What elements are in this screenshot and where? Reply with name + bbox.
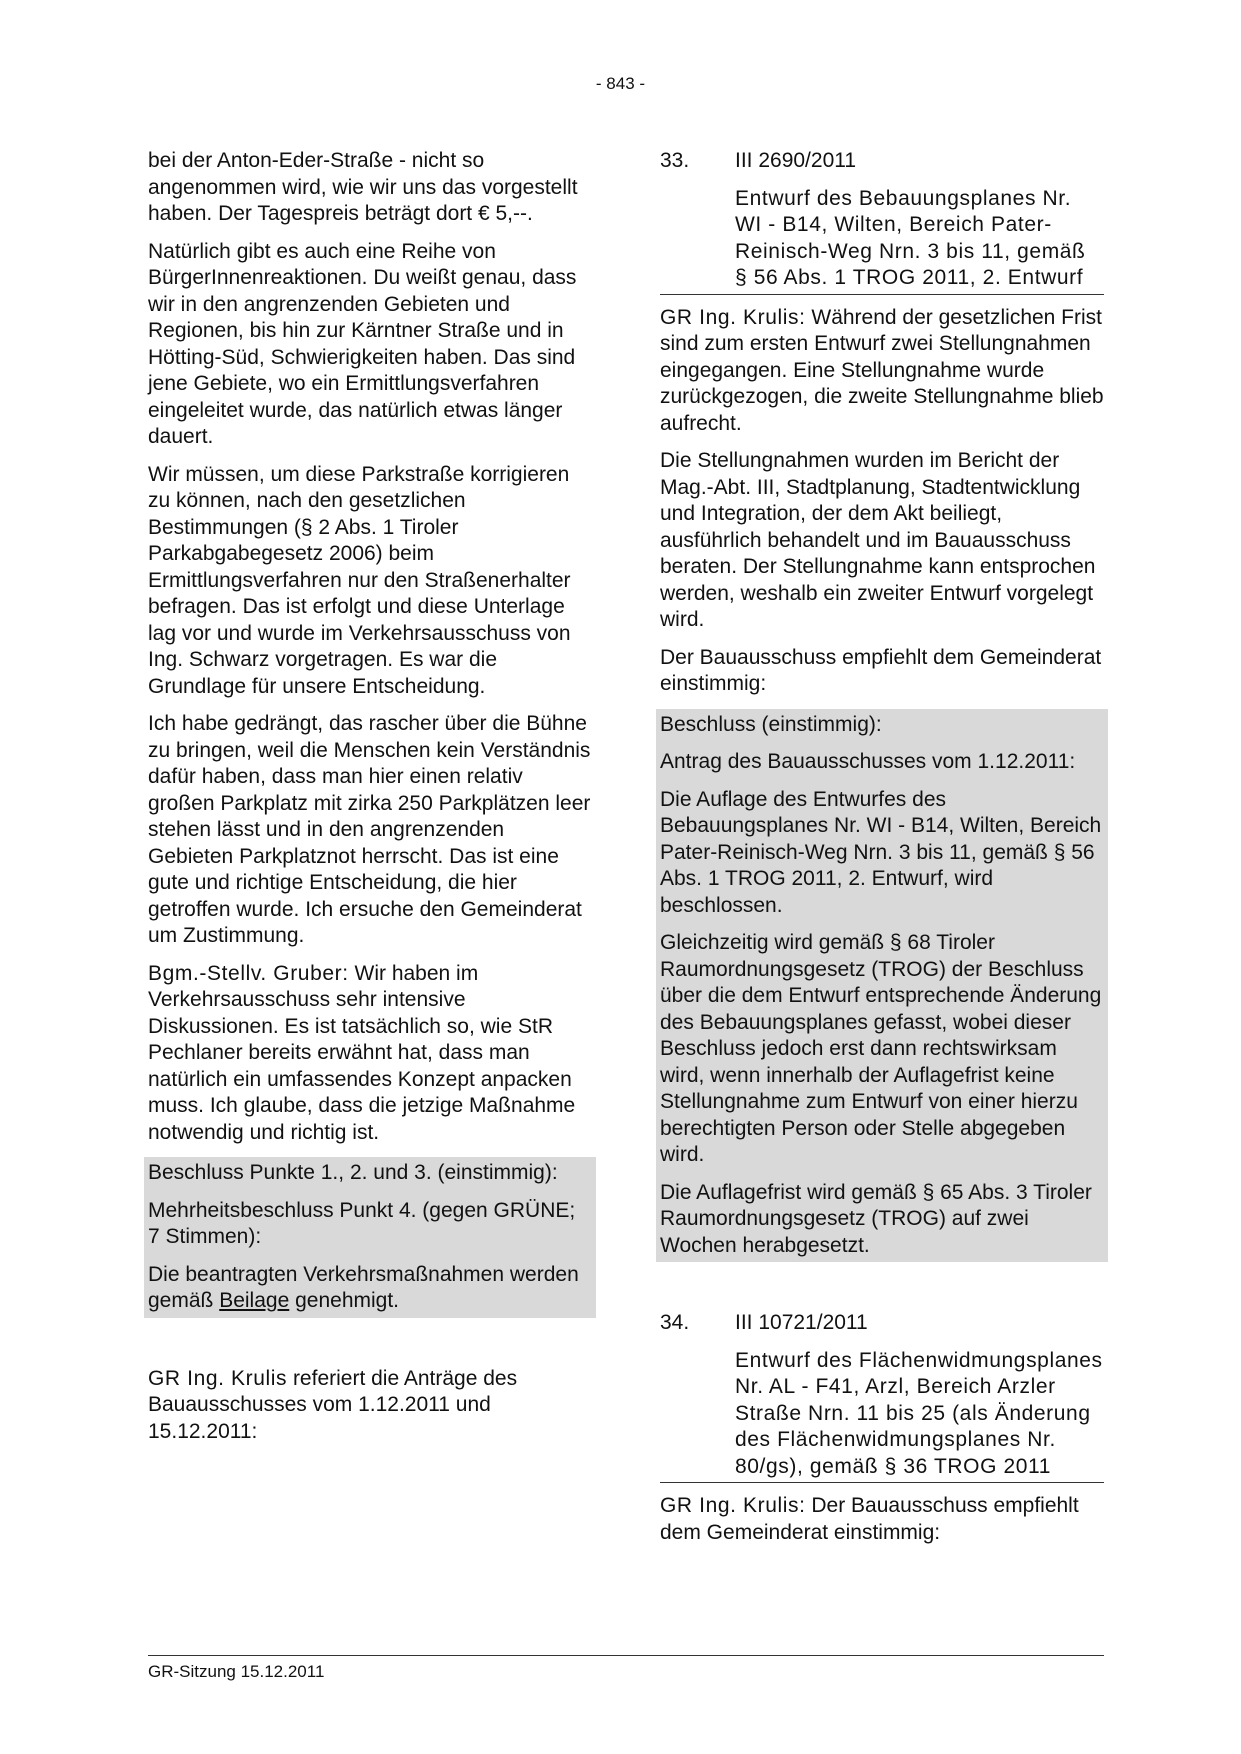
resolution-box xyxy=(656,709,1108,1263)
speech-text: Der Bauausschuss empfiehlt dem Gemeinderat einstimmig: xyxy=(660,1494,1079,1544)
speech-paragraph xyxy=(148,961,592,1147)
resolution-line: Mehrheitsbeschluss Punkt 4. (gegen GRÜNE; 7 Stimmen): xyxy=(148,1198,576,1248)
beilage-link[interactable]: Beilage xyxy=(219,1289,290,1312)
footer-session-date: GR-Sitzung 15.12.2011 xyxy=(148,1662,325,1681)
agenda-reference: III 10721/2011 xyxy=(735,1311,868,1334)
paragraph: Natürlich gibt es auch eine Reihe von BürgerInnenreaktionen. Du weißt genau, dass wir in den angrenzenden Gebieten und Regionen, bis hin zur Kärntner Straße und in Hötting-Süd, Schwierigkeiten haben. Das sind jene Gebiete, wo ein Ermittlungsverfahren eingeleitet wurde, das natürlich etwas länger dauert. xyxy=(148,239,577,448)
speaker-name: GR Ing. Krulis xyxy=(148,1366,288,1390)
resolution-text: genehmigt. xyxy=(289,1289,400,1312)
resolution-line: Gleichzeitig wird gemäß § 68 Tiroler Raumordnungsgesetz (TROG) der Beschluss über die dem Entwurf entsprechende Änderung des Bebauungsplanes gefasst, wobei dieser Beschluss jedoch erst dann rechtswirksam wird, wenn innerhalb der Auflagefrist keine Stellungnahme zum Entwurf von einer hierzu berechtigten Person oder Stelle abgegeben wird. xyxy=(660,931,1102,1166)
agenda-item-33-header xyxy=(660,148,1104,175)
agenda-number: 33. xyxy=(660,149,690,172)
paragraph: bei der Anton-Eder-Straße - nicht so angenommen wird, wie wir uns das vorgestellt haben. Der Tagespreis beträgt dort € 5,--. xyxy=(148,149,578,225)
agenda-number: 34. xyxy=(660,1311,690,1334)
paragraph: Wir müssen, um diese Parkstraße korrigieren zu können, nach den gesetzlichen Bestimmungen (§ 2 Abs. 1 Tiroler Parkabgabegesetz 2006) beim Ermittlungsverfahren nur den Straßenerhalter befragen. Das ist erfolgt und diese Unterlage lag vor und wurde im Verkehrsausschuss von Ing. Schwarz vorgetragen. Es war die Grundlage für unsere Entscheidung. xyxy=(148,462,571,698)
speaker-name: Bgm.-Stellv. Gruber: xyxy=(148,961,349,985)
speech-text: Während der gesetzlichen Frist sind zum ersten Entwurf zwei Stellungnahmen eingegangen. Eine Stellungnahme wurde zurückgezogen, die zweite Stellungnahme blieb aufrecht. xyxy=(660,305,1104,435)
resolution-box xyxy=(144,1157,596,1318)
resolution-line: Antrag des Bauausschusses vom 1.12.2011: xyxy=(660,750,1076,773)
speaker-name: GR Ing. Krulis: xyxy=(660,305,806,329)
speech-paragraph xyxy=(148,1366,592,1446)
right-column xyxy=(660,148,1104,1557)
page-number: - 843 - xyxy=(595,74,646,93)
speaker-name: GR Ing. Krulis: xyxy=(660,1494,806,1517)
agenda-item-title: Entwurf des Flächenwidmungsplanes Nr. AL - F41, Arzl, Bereich Arzler Straße Nrn. 11 bis 25 (als Änderung des Flächenwidmungsplanes Nr. 80/gs), gemäß § 36 TROG 2011 xyxy=(660,1348,1104,1484)
resolution-line: Beschluss Punkte 1., 2. und 3. (einstimmig): xyxy=(148,1161,558,1184)
resolution-line xyxy=(148,1262,592,1315)
speech-paragraph xyxy=(660,305,1104,438)
left-column xyxy=(148,148,592,1456)
paragraph: Der Bauausschuss empfiehlt dem Gemeinderat einstimmig: xyxy=(660,645,1102,695)
resolution-line: Die Auflagefrist wird gemäß § 65 Abs. 3 Tiroler Raumordnungsgesetz (TROG) auf zwei Wochen herabgesetzt. xyxy=(660,1180,1092,1257)
paragraph: Die Stellungnahmen wurden im Bericht der Mag.-Abt. III, Stadtplanung, Stadtentwicklung und Integration, der dem Akt beiliegt, ausführlich behandelt und im Bauausschuss beraten. Der Stellungnahme kann entsprochen werden, weshalb ein zweiter Entwurf vorgelegt wird. xyxy=(660,449,1096,631)
speech-paragraph xyxy=(660,1493,1104,1546)
resolution-line: Beschluss (einstimmig): xyxy=(660,712,882,736)
agenda-item-title: Entwurf des Bebauungsplanes Nr. WI - B14, Wilten, Bereich Pater-Reinisch-Weg Nrn. 3 bis 11, gemäß § 56 Abs. 1 TROG 2011, 2. Entwurf xyxy=(660,186,1104,295)
speech-text: referiert die Anträge des Bauausschusses vom 1.12.2011 und 15.12.2011: xyxy=(148,1366,518,1443)
agenda-reference: III 2690/2011 xyxy=(735,149,857,172)
speech-text: Wir haben im Verkehrsausschuss sehr intensive Diskussionen. Es ist tatsächlich so, wie StR Pechlaner bereits erwähnt hat, dass man natürlich ein umfassendes Konzept anpacken muss. Ich glaube, dass die jetzige Maßnahme notwendig und richtig ist. xyxy=(148,961,576,1144)
resolution-text: Die beantragten Verkehrsmaßnahmen werden gemäß xyxy=(148,1262,579,1312)
agenda-item-34-header xyxy=(660,1310,1104,1337)
paragraph: Ich habe gedrängt, das rascher über die Bühne zu bringen, weil die Menschen kein Verständnis dafür haben, dass man hier einen relativ großen Parkplatz mit zirka 250 Parkplätzen leer stehen lässt und in den angrenzenden Gebieten Parkplatznot herrscht. Das ist eine gute und richtige Entscheidung, die hier getroffen wurde. Ich ersuche den Gemeinderat um Zustimmung. xyxy=(148,712,591,947)
footer-divider xyxy=(148,1655,1104,1656)
resolution-line: Die Auflage des Entwurfes des Bebauungsplanes Nr. WI - B14, Wilten, Bereich Pater-Reinisch-Weg Nrn. 3 bis 11, gemäß § 56 Abs. 1 TROG 2011, 2. Entwurf, wird beschlossen. xyxy=(660,787,1102,917)
